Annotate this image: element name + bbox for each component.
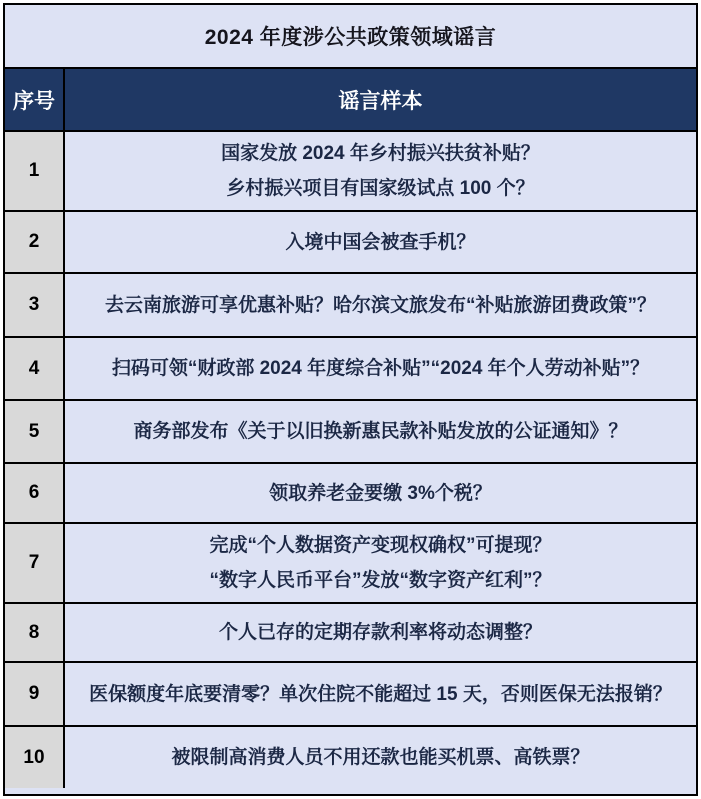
rumor-line: 扫码可领“财政部 2024 年度综合补贴”“2024 年个人劳动补贴”？: [111, 358, 650, 379]
table-row: [5, 661, 696, 725]
rumor-text: [65, 338, 696, 399]
table-header: [5, 67, 696, 130]
row-number: 8: [5, 604, 65, 661]
row-number: 7: [5, 524, 65, 602]
table-row: [5, 272, 696, 336]
rumor-line: 入境中国会被查手机？: [285, 231, 476, 253]
rumor-line: 去云南旅游可享优惠补贴？哈尔滨文旅发布“补贴旅游团费政策”？: [104, 294, 656, 316]
rumor-line: 完成“个人数据资产变现权确权”可提现？: [209, 535, 552, 556]
row-number: 10: [5, 727, 65, 788]
table-row: [5, 602, 696, 661]
table-row: [5, 725, 696, 788]
rumor-text: [65, 464, 696, 522]
rumor-text: [65, 663, 696, 725]
table-title-text: 2024 年度涉公共政策领域谣言: [204, 26, 497, 49]
table-row: [5, 399, 696, 462]
rumor-line: 领取养老金要缴 3%个税？: [269, 482, 492, 504]
row-number: 6: [5, 464, 65, 522]
row-number: 9: [5, 663, 65, 725]
row-number: 1: [5, 132, 65, 210]
table-title: [5, 5, 696, 67]
row-number: 2: [5, 212, 65, 272]
header-index-cell: 序号: [5, 69, 65, 130]
rumor-line: 乡村振兴项目有国家级试点 100 个？: [226, 178, 535, 199]
rumor-line: “数字人民币平台”发放“数字资产红利”？: [209, 570, 552, 591]
rumor-text: [65, 524, 696, 602]
rumor-line: 国家发放 2024 年乡村振兴扶贫补贴？: [221, 143, 540, 164]
rumor-text: [65, 274, 696, 336]
rumor-line: 个人已存的定期存款利率将动态调整？: [218, 622, 542, 643]
rumor-text: [65, 212, 696, 272]
rumor-text: [65, 132, 696, 210]
row-number: 4: [5, 338, 65, 399]
rumor-line: 医保额度年底要清零？单次住院不能超过 15 天，否则医保无法报销？: [89, 683, 672, 705]
rumor-text: [65, 727, 696, 788]
rumor-text: [65, 604, 696, 661]
rumor-line: 商务部发布《关于以旧换新惠民款补贴发放的公证通知》？: [133, 421, 628, 442]
rumor-text: [65, 401, 696, 462]
rumor-table: [3, 3, 698, 796]
table-row: [5, 462, 696, 522]
row-number: 5: [5, 401, 65, 462]
row-number: 3: [5, 274, 65, 336]
table-row: [5, 336, 696, 399]
table-row: [5, 130, 696, 210]
table-row: [5, 210, 696, 272]
rumor-line: 被限制高消费人员不用还款也能买机票、高铁票？: [171, 747, 590, 768]
table-row: [5, 522, 696, 602]
header-sample-cell: 谣言样本: [338, 89, 423, 113]
